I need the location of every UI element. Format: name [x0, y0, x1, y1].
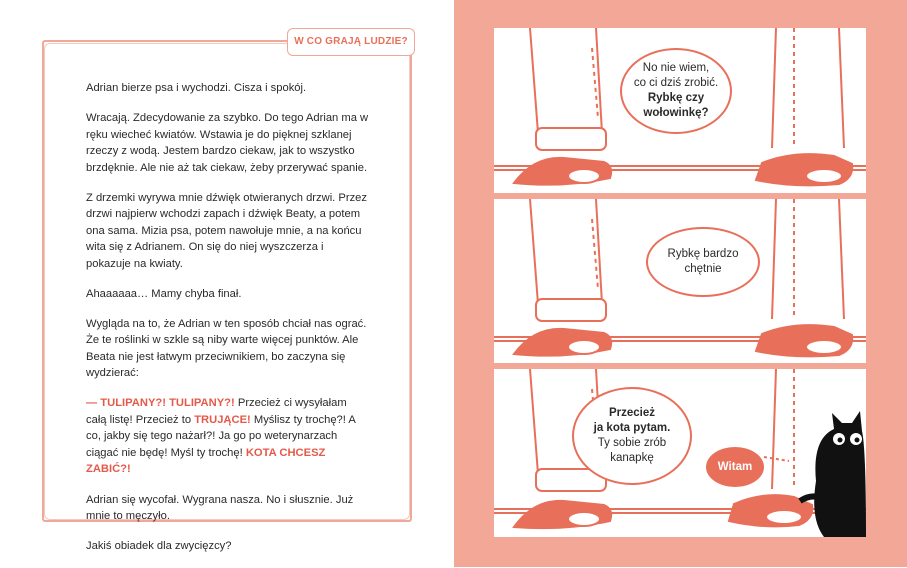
story-run: Z drzemki wyrywa mnie dźwięk otwieranych drzwi. Przez drzwi najpierw wchodzi zapach i dźwięk Beaty, a potem ona sama. Mizia psa, potem nawołuje mnie, a na końcu wita się z Adrianem. On się do niej wyszczerza i pokazuje na kwiaty. — [86, 191, 367, 270]
story-paragraph — [86, 316, 370, 382]
speech-bubble-3 — [572, 387, 692, 485]
witam-bubble: Witam — [706, 447, 764, 487]
story-run: Jakiś obiadek dla zwycięzcy? — [86, 540, 232, 553]
story-run: Przecież ci wysyłałam całą listę! Przecież to — [86, 397, 347, 426]
story-paragraph — [86, 110, 370, 176]
story-emphasis: — TULIPANY?! TULIPANY?! — [86, 397, 235, 410]
story-paragraph — [86, 492, 370, 525]
story-paragraph — [86, 538, 370, 555]
bubble-1-line-1: No nie wiem, — [642, 62, 710, 74]
bubble-2-line-1: Rybkę bardzo — [667, 248, 739, 260]
story-paragraph — [86, 190, 370, 273]
speech-bubble-2 — [646, 227, 760, 297]
story-run: Ahaaaaaa… Mamy chyba finał. — [86, 287, 242, 300]
bubble-3-line-2: kanapkę — [610, 452, 654, 464]
bubble-1-bold-2: wołowinkę? — [643, 107, 709, 119]
bubble-1-line-2: co ci dziś zrobić. — [633, 77, 719, 89]
story-paragraph — [86, 395, 370, 478]
chapter-tag: W CO GRAJĄ LUDZIE? — [287, 28, 415, 56]
bubble-1-bold-1: Rybkę czy — [647, 92, 705, 104]
comic-panel-2 — [494, 199, 866, 363]
speech-bubble-1 — [620, 48, 732, 134]
bubble-2-line-2: chętnie — [684, 263, 722, 275]
bubble-3-line-1: Ty sobie zrób — [597, 437, 667, 449]
left-page — [0, 0, 454, 567]
story-run: Wracają. Zdecydowanie za szybko. Do tego Adrian ma w ręku wiecheć kwiatów. Wstawia je do pięknej szklanej rzeczy z wodą. Jestem bardzo ciekaw, jak to wszystko brzdęknie. Ale nie aż tak ciekaw, żeby przerywać spanie. — [86, 112, 369, 174]
comic-panel-3 — [494, 369, 866, 537]
bubble-3-bold-2: ja kota pytam. — [593, 422, 671, 434]
bubble-3-bold-1: Przecież — [608, 407, 656, 419]
story-run: Adrian bierze psa i wychodzi. Cisza i spokój. — [86, 82, 307, 94]
story-text — [86, 80, 370, 568]
story-run: Wygląda na to, że Adrian w ten sposób chciał nas ograć. Że te roślinki w szkle są niby warte więcej punktów. Ale Beata nie jest łatwym przeciwnikiem, bo zaczyna się wydzierać: — [86, 317, 367, 380]
story-run: Adrian się wycofał. Wygrana nasza. No i słusznie. Już mnie to męczyło. — [86, 493, 354, 523]
story-emphasis: TRUJĄCE! — [194, 413, 251, 426]
story-emphasis: KOTA CHCESZ ZABIĆ?! — [86, 446, 326, 476]
story-paragraph — [86, 80, 370, 97]
story-run: Myślisz ty trochę?! A co, jakby się tego nażarł?! Ja go po weterynarzach ciągać nie będę! Myśl ty trochę! — [86, 413, 356, 459]
story-paragraph — [86, 286, 370, 303]
comic-panel-1 — [494, 28, 866, 193]
